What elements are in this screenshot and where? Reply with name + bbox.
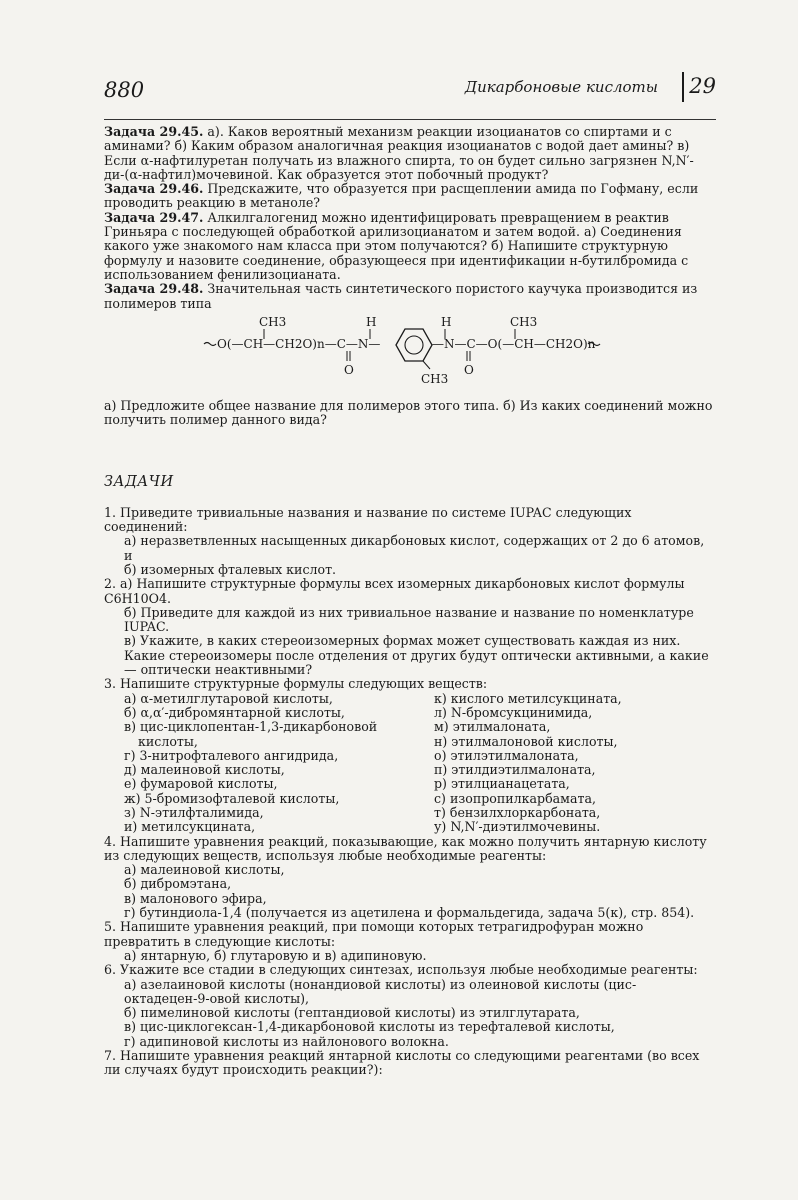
task-item: б) пимелиновой кислоты (гептандиовой кислоты) из этилглутарата, (124, 1005, 580, 1021)
task-3-left-column (104, 692, 434, 835)
methyl-label-left: CH3 (259, 316, 287, 329)
list-item: и) метилсукцината, (124, 819, 256, 835)
list-item: н) этилмалоновой кислоты, (434, 733, 618, 749)
task-6 (104, 963, 714, 1049)
problem-label: Задача 29.47. (104, 209, 204, 225)
list-item: у) N,N′-диэтилмочевины. (434, 819, 601, 835)
task-5 (104, 920, 714, 963)
task-3-right-column (434, 692, 714, 835)
list-item: о) этилэтилмалоната, (434, 747, 579, 763)
list-item: к) кислого метилсукцината, (434, 690, 622, 706)
methyl-label-right: CH3 (510, 316, 538, 329)
problem-29-48 (104, 282, 714, 311)
problem-29-46 (104, 182, 714, 211)
wavy-bond-left (204, 342, 216, 345)
left-chain: O(—CH—CH2O)n—C—N— (217, 336, 381, 351)
list-item: а) α-метилглутаровой кислоты, (124, 690, 333, 706)
task-intro: 3. Напишите структурные формулы следующих веществ: (104, 676, 488, 692)
o-label-right: O (464, 362, 474, 377)
running-title: Дикарбоновые кислоты (464, 78, 658, 96)
list-item: р) этилцианацетата, (434, 776, 570, 792)
task-intro: 7. Напишите уравнения реакций янтарной кислоты со следующими реагентами (во всех ли случаях будут происходить реакции?): (104, 1048, 700, 1078)
problem-29-47 (104, 211, 714, 282)
problem-text: Значительная часть синтетического пористого каучука производится из полимеров типа (104, 281, 698, 311)
page-header (104, 72, 716, 112)
o-label-left: O (344, 362, 354, 377)
problem-text: Предскажите, что образуется при расщеплении амида по Гофману, если проводить реакцию в метаноле? (104, 181, 699, 211)
bond-line (423, 361, 430, 369)
header-separator (682, 72, 684, 102)
task-item: г) бутиндиола-1,4 (получается из ацетилена и формальдегида, задача 5(к), стр. 854). (124, 905, 695, 921)
task-item: а) неразветвленных насыщенных дикарбоновых кислот, содержащих от 2 до 6 атомов, и (124, 533, 705, 563)
list-item: в) цис-циклопентан-1,3-дикарбоновой кислоты, (124, 719, 378, 749)
problem-label: Задача 29.48. (104, 281, 204, 297)
task-item: а) малеиновой кислоты, (124, 862, 285, 878)
task-7 (104, 1049, 714, 1078)
list-item: л) N-бромсукцинимида, (434, 704, 593, 720)
list-item: ж) 5-бромизофталевой кислоты, (124, 790, 340, 806)
task-item: 2. а) Напишите структурные формулы всех изомерных дикарбоновых кислот формулы C6H10O4. (104, 576, 685, 606)
problem-29-45 (104, 125, 714, 182)
list-item: т) бензилхлоркарбоната, (434, 804, 601, 820)
task-item: в) Укажите, в каких стереоизомерных формах может существовать каждая из них. Какие стереоизомеры после отделения от других будут оптически активными, а какие — оптически неактивными? (124, 633, 709, 678)
page-body (104, 125, 714, 1078)
problem-text: а). Каков вероятный механизм реакции изоцианатов со спиртами и с аминами? б) Каким образом аналогичная реакция изоцианатов с водой дает амины? в) Если α-нафтилуретан получать из влажного спирта, то он будет сильно загрязнен N,N′-ди-(α-нафтил)мочевиной. Как образуется этот побочный продукт? (104, 124, 694, 182)
task-1 (104, 506, 714, 577)
benzene-ring-circle (405, 336, 423, 354)
task-item: в) цис-циклогексан-1,4-дикарбоновой кислоты из терефталевой кислоты, (124, 1019, 615, 1035)
h-label-right: H (441, 316, 452, 329)
task-4 (104, 835, 714, 921)
task-intro: 5. Напишите уравнения реакций, при помощи которых тетрагидрофуран можно превратить в следующие кислоты: (104, 919, 644, 949)
list-item: с) изопропилкарбамата, (434, 790, 596, 806)
task-intro: 6. Укажите все стадии в следующих синтезах, используя любые необходимые реагенты: (104, 962, 698, 978)
problem-label: Задача 29.46. (104, 181, 204, 197)
benzene-ring (396, 329, 432, 361)
task-3-columns (104, 692, 714, 835)
list-item: д) малеиновой кислоты, (124, 762, 285, 778)
section-title: ЗАДАЧИ (104, 474, 174, 491)
methyl-label-ring: CH3 (421, 371, 449, 386)
task-item: б) изомерных фталевых кислот. (124, 561, 337, 577)
list-item: б) α,α′-дибромянтарной кислоты, (124, 704, 345, 720)
chapter-number: 29 (689, 74, 716, 98)
task-item: а) азелаиновой кислоты (нонандиовой кислоты) из олеиновой кислоты (цис-октадецен-9-овой кислоты), (124, 976, 637, 1006)
task-3 (104, 677, 714, 834)
task-intro: 4. Напишите уравнения реакций, показывающие, как можно получить янтарную кислоту из следующих веществ, используя любые необходимые реагенты: (104, 833, 707, 863)
polymer-formula-svg (104, 317, 714, 395)
list-item: е) фумаровой кислоты, (124, 776, 278, 792)
task-item: г) адипиновой кислоты из найлонового волокна. (124, 1033, 449, 1049)
polymer-formula (104, 317, 714, 395)
page-number: 880 (104, 78, 145, 102)
right-chain: —N—C—O(—CH—CH2O)n (432, 336, 596, 351)
task-item: а) янтарную, б) глутаровую и в) адипиновую. (124, 947, 427, 963)
list-item: п) этилдиэтилмалоната, (434, 762, 596, 778)
task-intro: 1. Приведите тривиальные названия и название по системе IUPAC следующих соединений: (104, 504, 632, 535)
h-label-left: H (366, 316, 377, 329)
task-item: в) малонового эфира, (124, 890, 267, 906)
list-item: з) N-этилфталимида, (124, 804, 264, 820)
task-2 (104, 577, 714, 677)
task-item: б) дибромэтана, (124, 876, 232, 892)
list-item: м) этилмалоната, (434, 719, 551, 735)
header-rule (104, 119, 716, 120)
problem-29-48-question: а) Предложите общее название для полимеров этого типа. б) Из каких соединений можно получить полимер данного вида? (104, 397, 713, 428)
list-item: г) 3-нитрофталевого ангидрида, (124, 747, 339, 763)
task-item: б) Приведите для каждой из них тривиальное название и название по номенклатуре IUPAC. (124, 604, 694, 635)
problem-label: Задача 29.45. (104, 124, 204, 139)
problem-text: Алкилгалогенид можно идентифицировать превращением в реактив Гриньяра с последующей обработкой арилизоцианатом и затем водой. а) Соединения какого уже знакомого нам класса при этом получаются? б) Напишите структурную формулу и назовите соединение, образующееся при идентификации н-бутилбромида с использованием фенилизоцианата. (104, 209, 689, 282)
